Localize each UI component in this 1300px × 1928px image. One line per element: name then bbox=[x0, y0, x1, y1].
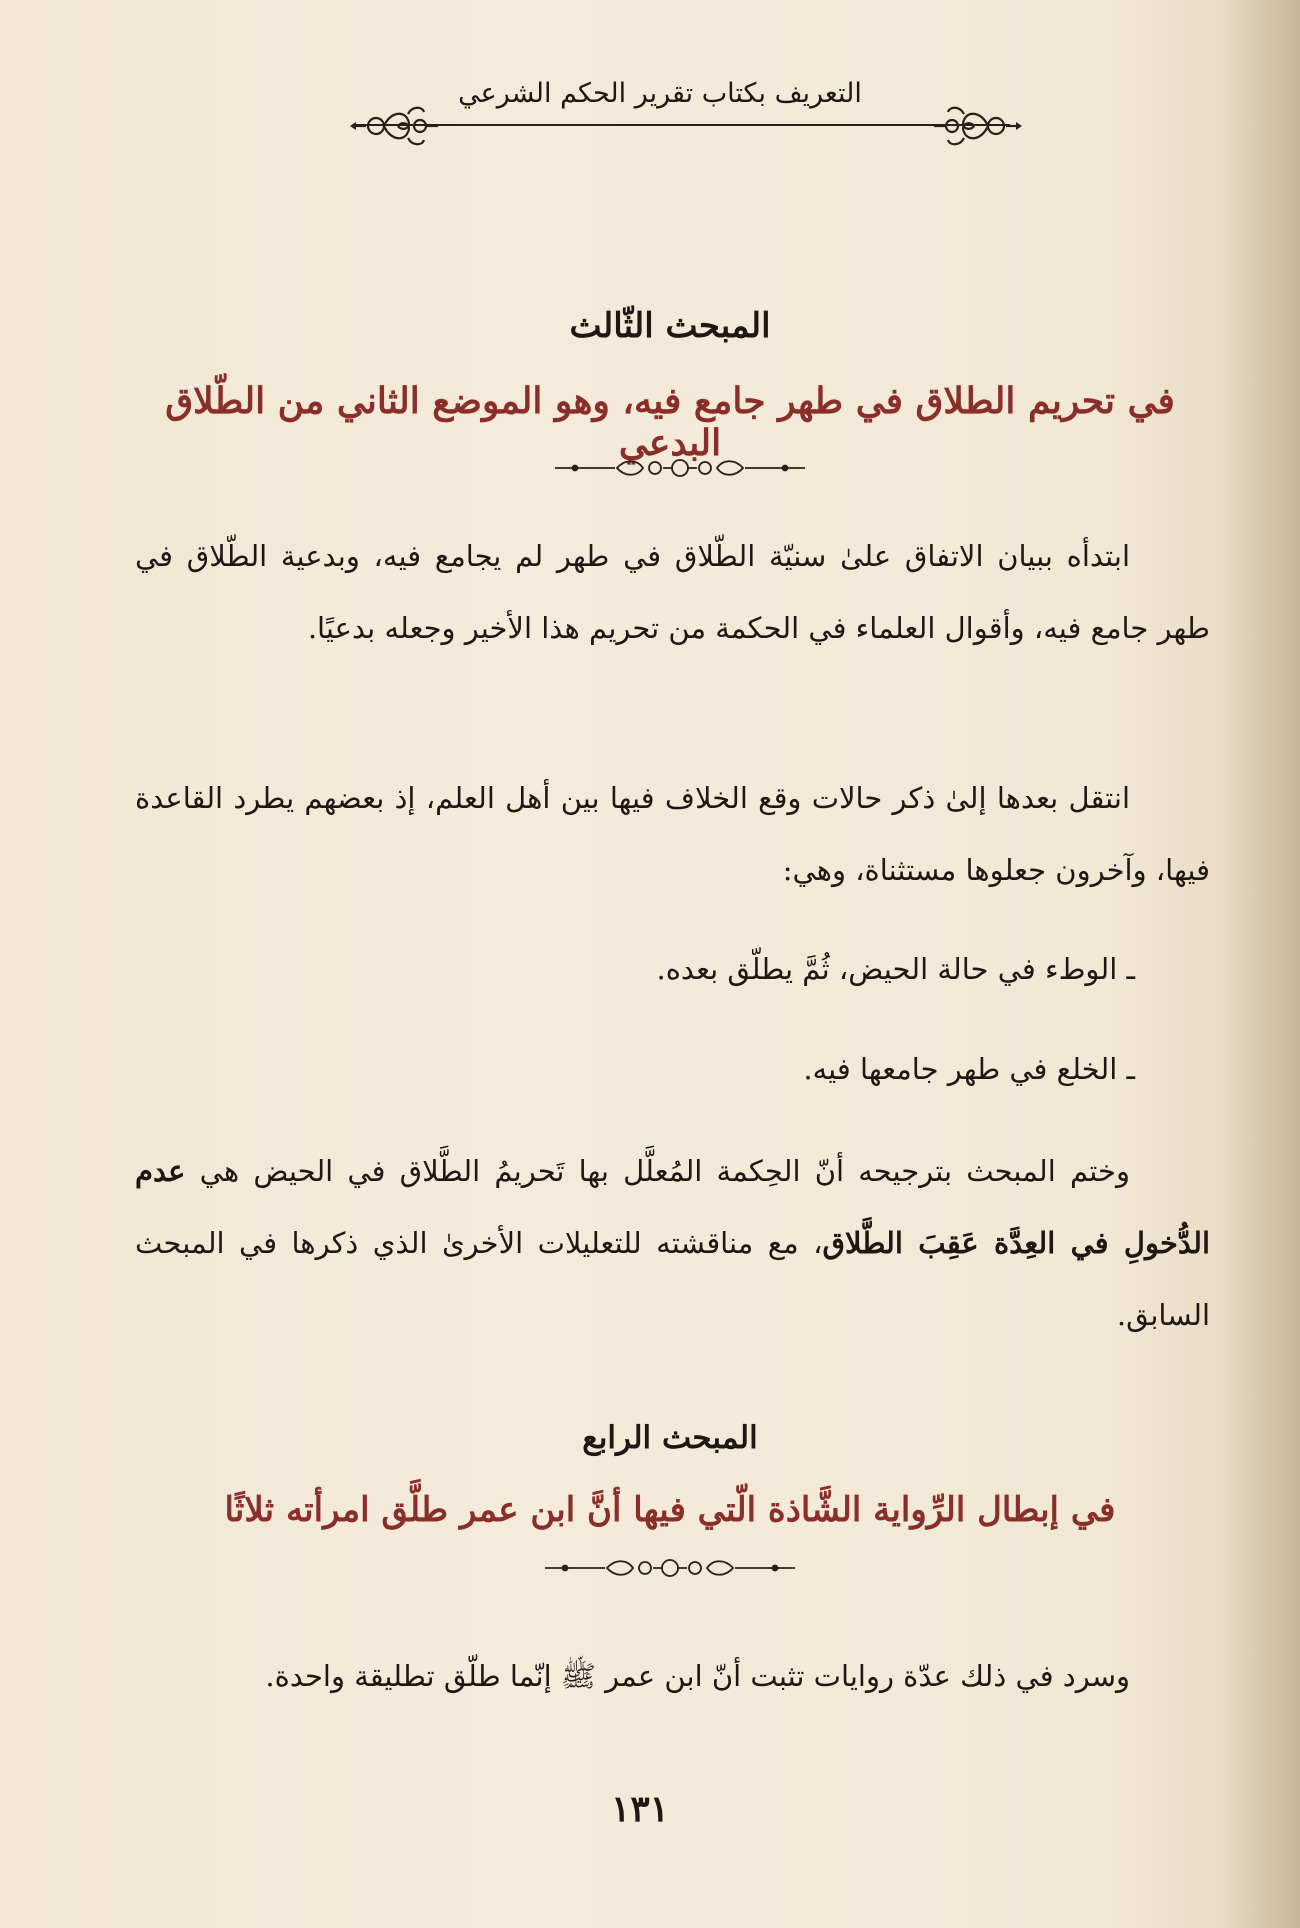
section-divider-ornament-icon bbox=[545, 1555, 795, 1581]
page-number: ١٣١ bbox=[610, 1788, 669, 1830]
paragraph-3-end: ، مع مناقشته للتعليلات الأخرىٰ الذي ذكرها في المبحث السابق. bbox=[135, 1226, 1210, 1332]
section-divider-ornament-icon bbox=[555, 455, 805, 481]
paragraph-2: انتقل بعدها إلىٰ ذكر حالات وقع الخلاف فيها بين أهل العلم، إذ بعضهم يطرد القاعدة فيها، وآخرون جعلوها مستثناة، وهي: bbox=[135, 781, 1210, 887]
bullet-item-2: ـ الخلع في طهر جامعها فيه. bbox=[803, 1052, 1135, 1086]
header-right-ornament-icon bbox=[930, 98, 1022, 154]
section-3-subheading: في تحريم الطلاق في طهر جامع فيه، وهو الموضع الثاني من الطّلاق البدعي bbox=[165, 380, 1175, 464]
page-edge-shadow bbox=[1220, 0, 1300, 1928]
running-header-title: التعريف بكتاب تقرير الحكم الشرعي bbox=[458, 78, 862, 109]
header-rule bbox=[355, 124, 1010, 126]
paragraph-3 bbox=[135, 1135, 1210, 1351]
section-4-heading: المبحث الرابع bbox=[582, 1420, 758, 1456]
paragraph-3-start: وختم المبحث بترجيحه أنّ الحِكمة المُعلَّل بها تَحريمُ الطَّلاق في الحيض هي bbox=[185, 1154, 1130, 1188]
header-left-ornament-icon bbox=[350, 98, 442, 154]
section-3-heading: المبحث الثّالث bbox=[569, 306, 771, 346]
bullet-item-1: ـ الوطء في حالة الحيض، ثُمَّ يطلّق بعده. bbox=[656, 952, 1135, 986]
paragraph-3-bold-phrase: عدم الدُّخولِ في العِدَّة عَقِبَ الطَّلاق bbox=[135, 1154, 1211, 1260]
section-4-subheading: في إبطال الرِّواية الشَّاذة الّتي فيها أنَّ ابن عمر طلَّق امرأته ثلاثًا bbox=[224, 1490, 1116, 1530]
paragraph-1: ابتدأه ببيان الاتفاق علىٰ سنيّة الطّلاق في طهر لم يجامع فيه، وبدعية الطّلاق في طهر جامع فيه، وأقوال العلماء في الحكمة من تحريم هذا الأخير وجعله بدعيًا. bbox=[135, 539, 1210, 645]
section-4-paragraph: وسرد في ذلك عدّة روايات تثبت أنّ ابن عمر ﷺ إنّما طلّق تطليقة واحدة. bbox=[265, 1659, 1130, 1693]
